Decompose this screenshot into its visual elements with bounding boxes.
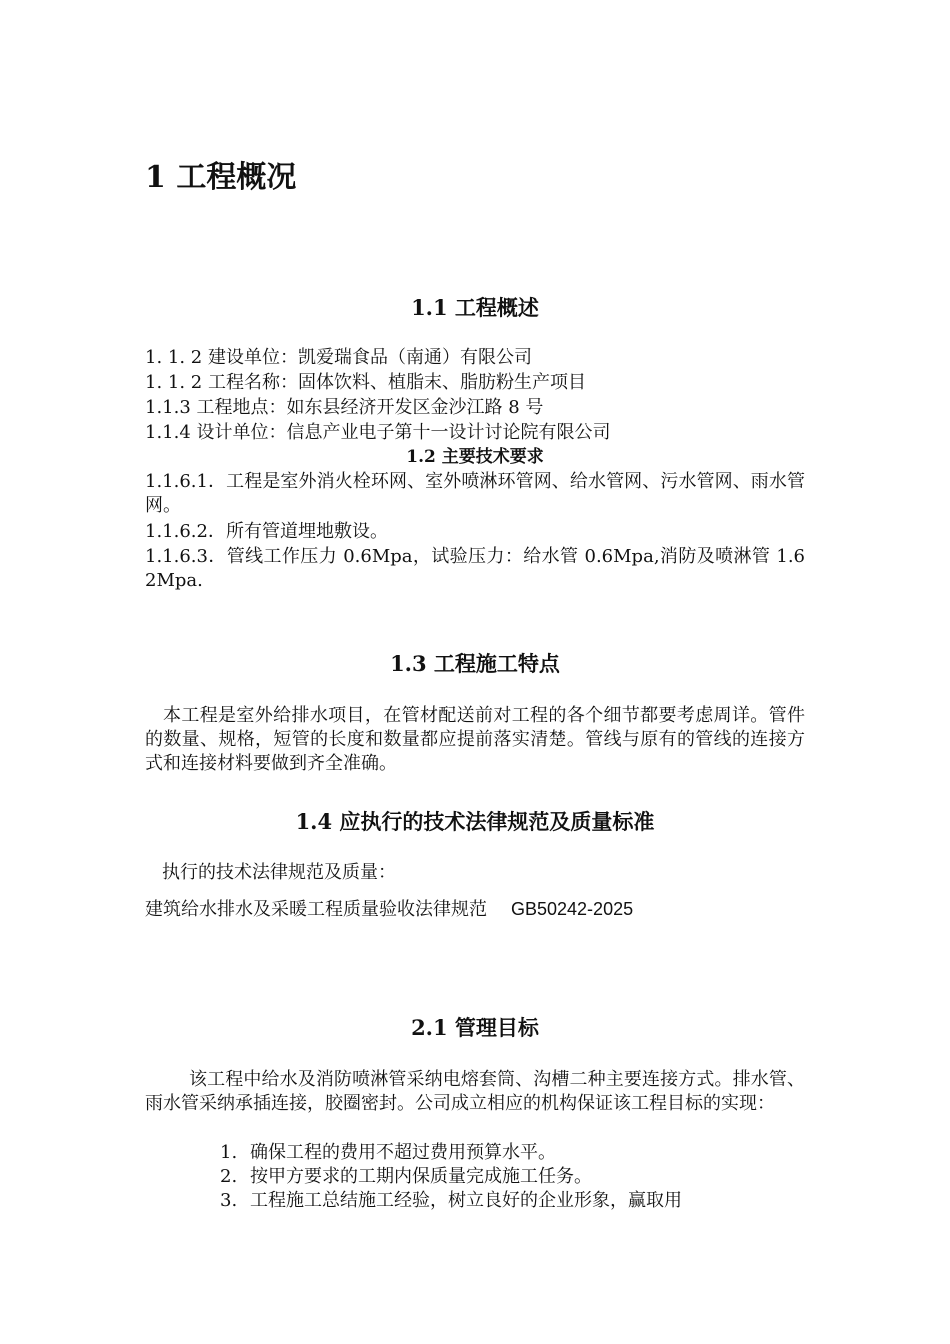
chapter-heading: 1 工程概况 [145, 160, 297, 195]
list-item [220, 1165, 810, 1189]
list-item-number: 1. [220, 1142, 238, 1163]
section-title-2-1: 2.1 管理目标 [411, 1015, 539, 1040]
management-goal-list [220, 1141, 810, 1213]
tech-requirement-2: 1.1.6.2．所有管道埋地敷设。 [145, 521, 388, 542]
standard-name: 建筑给水排水及采暖工程质量验收法律规范 [145, 899, 487, 920]
standard-code: GB50242-2025 [511, 899, 634, 919]
list-item-number: 3. [220, 1190, 238, 1211]
section-title-1-1: 1.1 工程概述 [411, 295, 539, 320]
section-title-1-3: 1.3 工程施工特点 [390, 651, 560, 676]
list-item-text: 确保工程的费用不超过费用预算水平。 [250, 1142, 556, 1163]
list-item-text: 工程施工总结施工经验，树立良好的企业形象，赢取用 [250, 1190, 682, 1211]
construction-features-paragraph: 本工程是室外给排水项目，在管材配送前对工程的各个细节都要考虑周详。管件的数量、规格，短管的长度和数量都应提前落实清楚。管线与原有的管线的连接方式和连接材料要做到齐全准确。 [145, 705, 805, 774]
info-line-designer: 1.1.4 设计单位：信息产业电子第十一设计讨论院有限公司 [145, 422, 611, 443]
tech-requirement-3: 1.1.6.3．管线工作压力 0.6Mpa，试验压力：给水管 0.6Mpa,消防及喷淋管 1.62Mpa. [145, 546, 805, 591]
list-item [220, 1189, 810, 1213]
management-goal-paragraph: 该工程中给水及消防喷淋管采纳电熔套筒、沟槽二种主要连接方式。排水管、雨水管采纳承插连接，胶圈密封。公司成立相应的机构保证该工程目标的实现： [145, 1069, 805, 1114]
standards-intro: 执行的技术法律规范及质量： [162, 862, 396, 883]
standard-entry [145, 898, 633, 921]
info-line-project-name: 1. 1. 2 工程名称：固体饮料、植脂末、脂肪粉生产项目 [145, 372, 586, 393]
section-title-1-4: 1.4 应执行的技术法律规范及质量标准 [295, 809, 655, 834]
tech-requirement-1: 1.1.6.1．工程是室外消火栓环网、室外喷淋环管网、给水管网、污水管网、雨水管网。 [145, 471, 805, 516]
list-item-text: 按甲方要求的工期内保质量完成施工任务。 [250, 1166, 592, 1187]
section-title-1-2: 1.2 主要技术要求 [406, 447, 544, 467]
list-item-number: 2. [220, 1166, 238, 1187]
info-line-location: 1.1.3 工程地点：如东县经济开发区金沙江路 8 号 [145, 397, 544, 418]
info-line-client: 1. 1. 2 建设单位：凯爱瑞食品（南通）有限公司 [145, 347, 532, 368]
list-item [220, 1141, 810, 1165]
